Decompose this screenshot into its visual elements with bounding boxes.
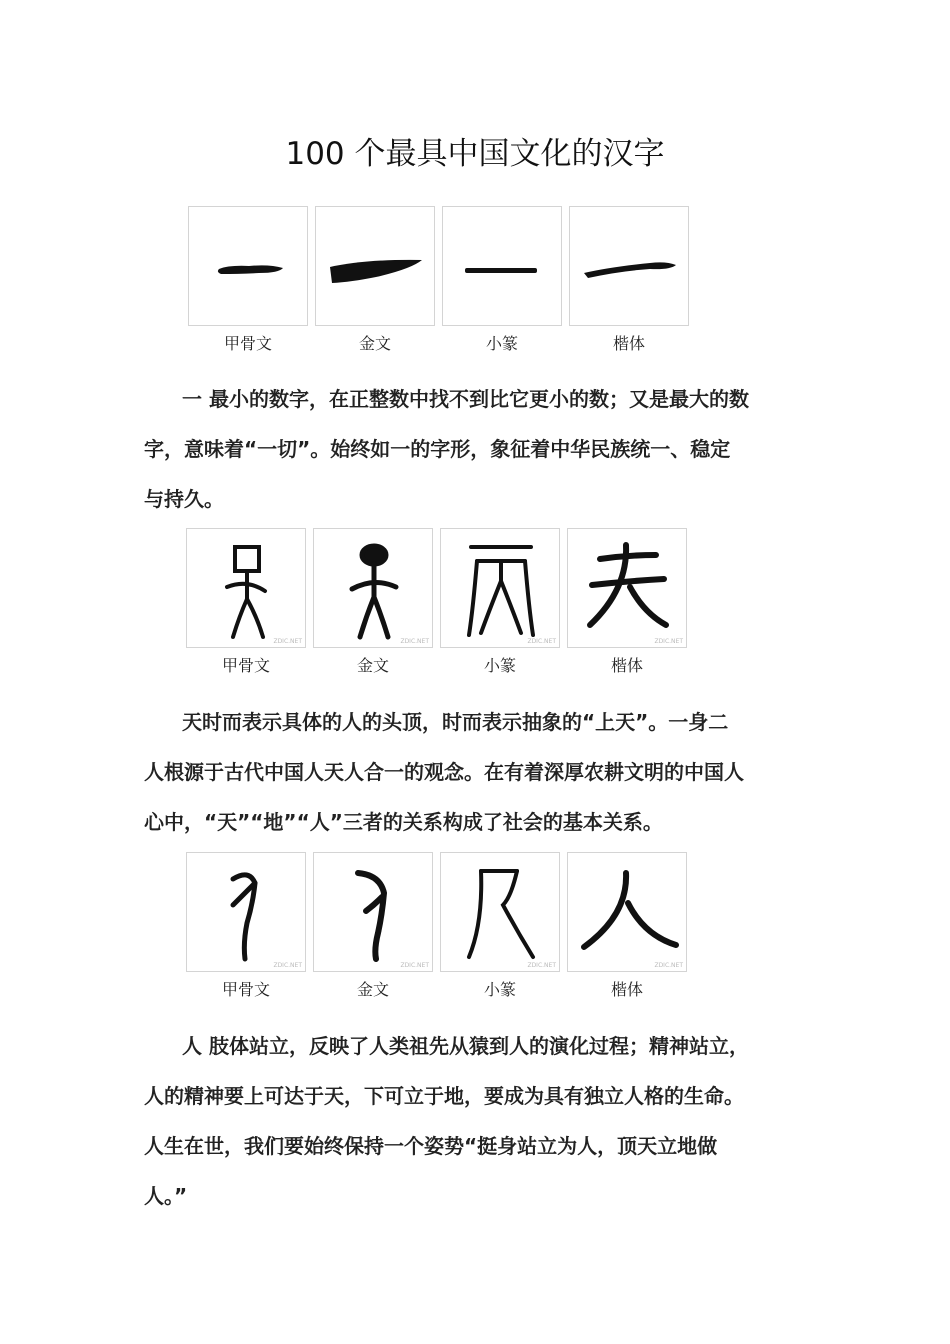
paragraph-line: 一 最小的数字，在正整数中找不到比它更小的数；又是最大的数	[182, 387, 749, 411]
glyph-cell-oracle-bone-tian	[186, 528, 306, 648]
caption-oracle-bone: 甲骨文	[221, 980, 270, 999]
caption-regular: 楷体	[610, 656, 643, 675]
watermark: ZDIC.NET	[527, 962, 556, 969]
paragraph-line: 与持久。	[144, 487, 224, 511]
caption-seal: 小篆	[483, 980, 516, 999]
regular-tian-glyph	[568, 529, 686, 647]
paragraph-line: 字，意味着“一切”。始终如一的字形，象征着中华民族统一、稳定	[144, 437, 731, 461]
paragraph-line: 人。”	[144, 1184, 188, 1208]
glyph-cell-regular-yi	[569, 206, 689, 326]
paragraph-line: 心中，“天”“地”“人”三者的关系构成了社会的基本关系。	[144, 810, 663, 834]
glyph-strip-tian	[186, 528, 706, 678]
seal-yi-glyph	[443, 207, 561, 325]
watermark: ZDIC.NET	[273, 962, 302, 969]
paragraph-line: 天时而表示具体的人的头顶，时而表示抽象的“上天”。一身二	[182, 710, 729, 734]
bronze-tian-glyph	[314, 529, 432, 647]
watermark: ZDIC.NET	[527, 638, 556, 645]
glyph-cell-regular-tian	[567, 528, 687, 648]
glyph-cell-regular-ren	[567, 852, 687, 972]
seal-ren-glyph	[441, 853, 559, 971]
glyph-cell-oracle-bone-yi	[188, 206, 308, 326]
glyph-cell-bronze-tian	[313, 528, 433, 648]
glyph-cell-bronze-yi	[315, 206, 435, 326]
seal-tian-glyph	[441, 529, 559, 647]
regular-yi-glyph	[570, 207, 688, 325]
paragraph-ren	[144, 1021, 804, 1221]
paragraph-line: 人的精神要上可达于天，下可立于地，要成为具有独立人格的生命。	[144, 1084, 744, 1108]
watermark: ZDIC.NET	[273, 638, 302, 645]
caption-bronze: 金文	[356, 980, 389, 999]
caption-regular: 楷体	[612, 334, 645, 353]
glyph-cell-seal-tian	[440, 528, 560, 648]
watermark: ZDIC.NET	[400, 962, 429, 969]
page-title: 100 个最具中国文化的汉字	[285, 136, 665, 172]
paragraph-line: 人根源于古代中国人天人合一的观念。在有着深厚农耕文明的中国人	[144, 760, 744, 784]
glyph-cell-bronze-ren	[313, 852, 433, 972]
bronze-ren-glyph	[314, 853, 432, 971]
bronze-yi-glyph	[316, 207, 434, 325]
caption-seal: 小篆	[485, 334, 518, 353]
paragraph-yi	[144, 374, 804, 524]
glyph-cell-oracle-bone-ren	[186, 852, 306, 972]
watermark: ZDIC.NET	[400, 638, 429, 645]
glyph-cell-seal-ren	[440, 852, 560, 972]
watermark: ZDIC.NET	[654, 638, 683, 645]
paragraph-line: 人 肢体站立，反映了人类祖先从猿到人的演化过程；精神站立，	[182, 1034, 749, 1058]
oracle-bone-yi-glyph	[189, 207, 307, 325]
oracle-bone-tian-glyph	[187, 529, 305, 647]
glyph-strip-ren	[186, 852, 706, 1002]
caption-bronze: 金文	[358, 334, 391, 353]
caption-seal: 小篆	[483, 656, 516, 675]
glyph-strip-yi	[188, 206, 708, 356]
glyph-cell-seal-yi	[442, 206, 562, 326]
paragraph-line: 人生在世，我们要始终保持一个姿势“挺身站立为人，顶天立地做	[144, 1134, 718, 1158]
watermark: ZDIC.NET	[654, 962, 683, 969]
regular-ren-glyph	[568, 853, 686, 971]
caption-regular: 楷体	[610, 980, 643, 999]
paragraph-tian	[144, 697, 804, 847]
caption-oracle-bone: 甲骨文	[223, 334, 272, 353]
caption-oracle-bone: 甲骨文	[221, 656, 270, 675]
caption-bronze: 金文	[356, 656, 389, 675]
oracle-bone-ren-glyph	[187, 853, 305, 971]
